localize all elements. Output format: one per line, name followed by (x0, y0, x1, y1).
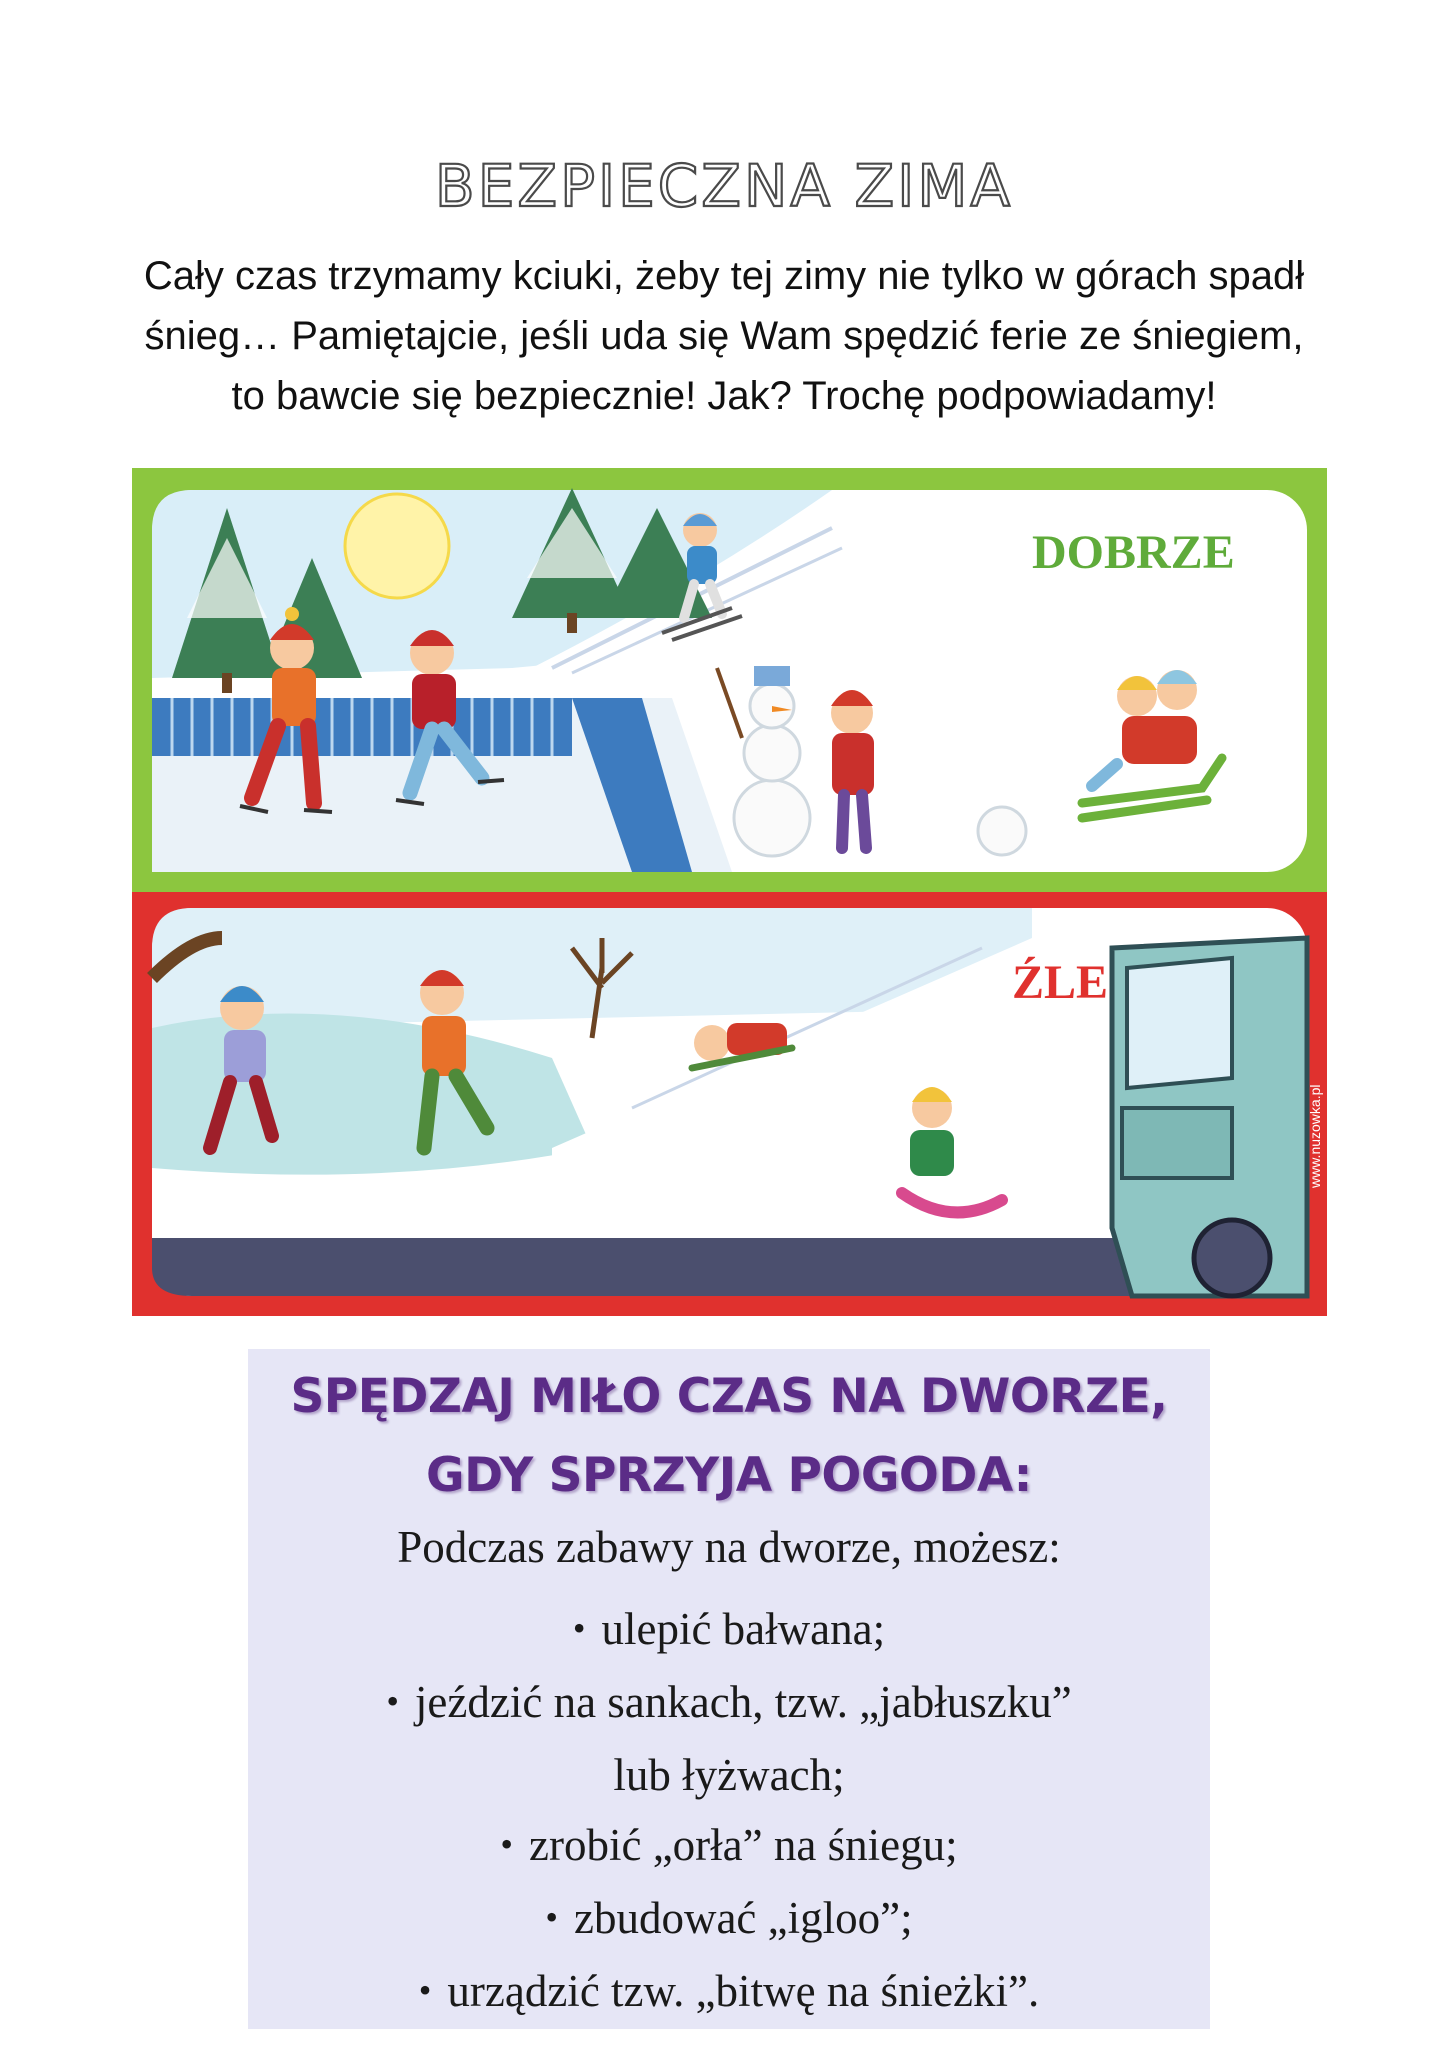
bullet: • (418, 1970, 432, 2010)
sun (345, 494, 449, 598)
list-item (248, 1956, 1210, 2029)
winter-safety-illustration (132, 468, 1327, 1316)
rules-heading-line: GDY SPRZYJA POGODA: (426, 1448, 1032, 1503)
intro-line: Cały czas trzymamy kciuki, żeby tej zimy nie tylko w górach spadł (143, 254, 1305, 298)
list-item-continuation: lub łyżwach; (613, 1750, 845, 1800)
bad-label: ŹLE (1012, 956, 1109, 1009)
rules-heading-line: SPĘDZAJ MIŁO CZAS NA DWORZE, (290, 1369, 1168, 1424)
list-item-text: urządzić tzw. „bitwę na śnieżki”. (447, 1966, 1040, 2016)
page-title: BEZPIECZNA ZIMA (434, 152, 1014, 220)
activities-list (248, 1594, 1210, 2029)
winter-activities-box (248, 1349, 1210, 2029)
intro-line: to bawcie się bezpiecznie! Jak? Trochę podpowiadamy! (231, 374, 1217, 418)
list-item (248, 1594, 1210, 1667)
rules-heading (248, 1357, 1210, 1515)
truck (1112, 938, 1307, 1296)
bullet: • (500, 1824, 514, 1864)
intro-paragraph (60, 246, 1388, 426)
bullet: • (572, 1608, 586, 1648)
poster-side-text: www.nuzowka.pl (1307, 1084, 1323, 1188)
list-item-text: jeździć na sankach, tzw. „jabłuszku” (414, 1677, 1072, 1727)
good-label: DOBRZE (1032, 526, 1235, 579)
list-item (248, 1810, 1210, 1883)
list-item-text: zrobić „orła” na śniegu; (529, 1820, 958, 1870)
rules-lead: Podczas zabawy na dworze, możesz: (397, 1522, 1061, 1572)
list-item (248, 1883, 1210, 1956)
list-item-text: ulepić bałwana; (601, 1604, 886, 1654)
bullet: • (545, 1897, 558, 1937)
list-item (248, 1667, 1210, 1810)
list-item-text: zbudować „igloo”; (573, 1893, 913, 1943)
intro-line: śnieg… Pamiętajcie, jeśli uda się Wam spędzić ferie ze śniegiem, (144, 314, 1304, 358)
bullet: • (386, 1681, 399, 1721)
